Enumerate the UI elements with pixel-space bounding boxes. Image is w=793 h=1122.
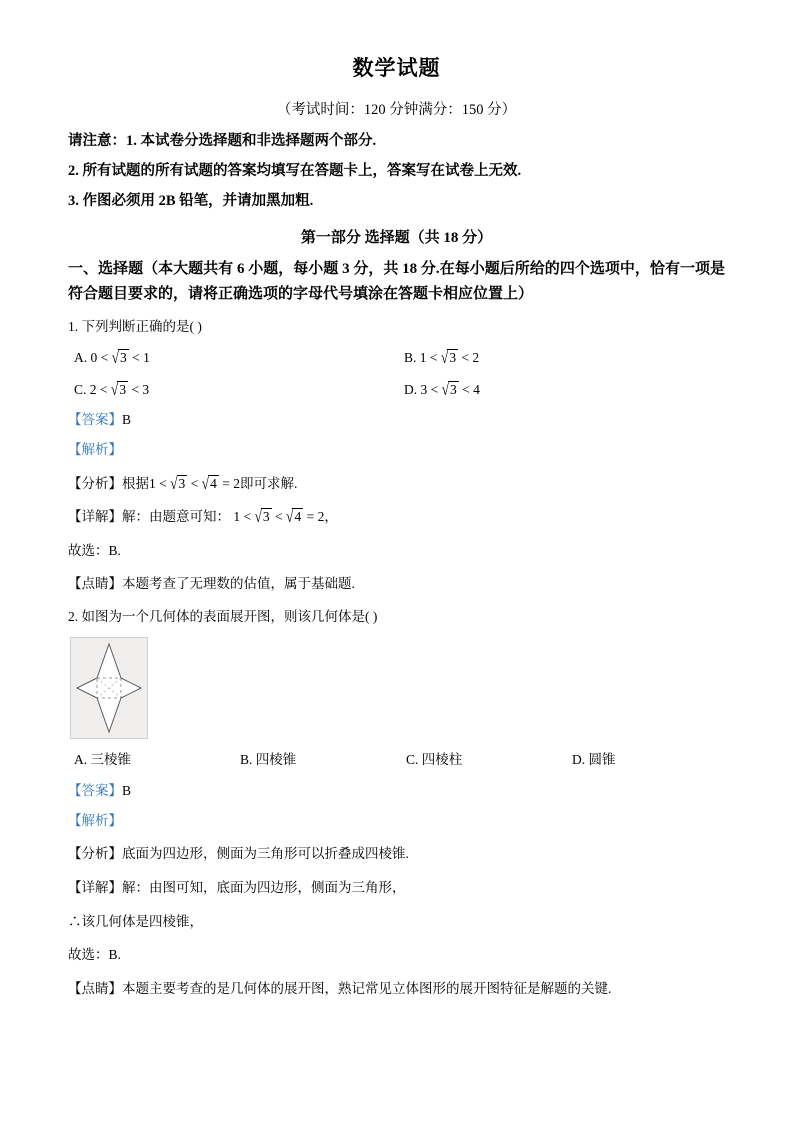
exam-subtitle: （考试时间：120 分钟满分：150 分） bbox=[276, 102, 517, 118]
analysis-tag: 【解析】 bbox=[68, 813, 122, 829]
answer-value: B bbox=[122, 412, 132, 428]
option-a[interactable] bbox=[68, 347, 404, 369]
question-2-answer bbox=[68, 781, 725, 801]
option-a-post: < 1 bbox=[132, 350, 150, 365]
option-d-text: 圆锥 bbox=[588, 752, 616, 768]
question-1-analysis: 【分析】根据1 < √3 < √4 = 2即可求解. bbox=[68, 473, 298, 493]
option-a-text: 三棱锥 bbox=[90, 752, 131, 768]
question-2-step: ∴该几何体是四棱锥， bbox=[68, 913, 203, 929]
sqrt-symbol: √3 bbox=[440, 348, 457, 367]
analysis-post: 即可求解. bbox=[239, 475, 298, 491]
question-2-summary bbox=[68, 978, 725, 1000]
detail-text: 解：由图可知，底面为四边形，侧面为三角形， bbox=[122, 880, 406, 895]
net-diagram-icon bbox=[71, 638, 147, 738]
option-c[interactable] bbox=[68, 379, 404, 401]
question-1-detail: 【详解】解：由题意可知： 1 < √3 < √4 = 2， bbox=[68, 507, 338, 527]
question-2-analysis-tag bbox=[68, 811, 725, 831]
analysis-pre: 根据 bbox=[122, 475, 149, 491]
option-d[interactable] bbox=[566, 749, 732, 771]
part-heading: 第一部分 选择题（共 18 分） bbox=[300, 230, 493, 247]
detail-label: 【详解】 bbox=[68, 880, 122, 895]
option-a-label: A. bbox=[74, 350, 88, 365]
option-c-post: < 3 bbox=[131, 381, 150, 397]
question-1-number: 1. bbox=[68, 318, 79, 334]
option-b-text: 四棱锥 bbox=[255, 752, 297, 768]
question-2-figure bbox=[70, 637, 148, 739]
question-2-detail bbox=[68, 877, 725, 899]
answer-value: B bbox=[122, 782, 132, 798]
option-d-pre: 3 < bbox=[420, 381, 439, 397]
option-b[interactable] bbox=[404, 347, 704, 369]
question-1-conclusion: 故选：B. bbox=[68, 542, 121, 558]
sqrt-symbol: √3 bbox=[110, 379, 127, 399]
sqrt-symbol: √3 bbox=[254, 507, 270, 527]
detail-pre: 解：由题意可知： bbox=[122, 509, 230, 525]
question-1-analysis-tag bbox=[68, 440, 725, 460]
question-2-options-row bbox=[68, 749, 725, 771]
analysis-label: 【分析】 bbox=[68, 475, 122, 491]
question-1-options-row-1 bbox=[68, 347, 725, 369]
question-2-number: 2. bbox=[68, 609, 79, 625]
answer-tag: 【答案】 bbox=[68, 412, 122, 428]
option-c-label: C. bbox=[74, 381, 87, 397]
note-line-1: 请注意：1. 本试卷分选择题和非选择题两个部分. bbox=[68, 133, 377, 149]
option-d-post: < 4 bbox=[462, 381, 480, 397]
analysis-tag: 【解析】 bbox=[68, 442, 122, 458]
option-b-label: B. bbox=[404, 350, 417, 365]
question-1-summary bbox=[68, 573, 725, 595]
sqrt-symbol: √4 bbox=[286, 507, 302, 527]
answer-tag: 【答案】 bbox=[68, 782, 122, 798]
option-a-pre: 0 < bbox=[90, 350, 109, 365]
analysis-label: 【分析】 bbox=[68, 846, 122, 862]
question-1-stem bbox=[68, 317, 725, 337]
detail-post: ， bbox=[324, 509, 338, 525]
sqrt-symbol: √4 bbox=[201, 473, 217, 493]
section-instruction: 一、选择题（本大题共有 6 小题，每小题 3 分，共 18 分.在每小题后所给的四个选项中，恰有一项是符合题目要求的，请将正确选项的字母代号填涂在答题卡相应位置上） bbox=[68, 261, 725, 302]
question-2-analysis bbox=[68, 843, 725, 865]
detail-label: 【详解】 bbox=[68, 509, 122, 525]
option-d-label: D. bbox=[404, 381, 418, 397]
sqrt-symbol: √3 bbox=[441, 379, 457, 399]
option-a[interactable] bbox=[68, 749, 234, 771]
option-a-label: A. bbox=[74, 752, 88, 768]
summary-text: 本题主要考查的是几何体的展开图，熟记常见立体图形的展开图特征是解题的关键. bbox=[122, 980, 612, 996]
option-b-post: < 2 bbox=[461, 350, 480, 365]
option-d[interactable] bbox=[404, 379, 704, 401]
question-2-stem bbox=[68, 607, 725, 627]
option-b-pre: 1 < bbox=[419, 350, 438, 365]
summary-label: 【点睛】 bbox=[68, 576, 122, 592]
option-b-label: B. bbox=[240, 752, 253, 768]
question-1-text: 下列判断正确的是( ) bbox=[81, 318, 202, 334]
option-c[interactable] bbox=[400, 749, 566, 771]
note-line-3: 3. 作图必须用 2B 铅笔，并请加黑加粗. bbox=[68, 192, 314, 209]
summary-label: 【点睛】 bbox=[68, 980, 122, 996]
option-c-text: 四棱柱 bbox=[421, 752, 463, 768]
option-c-pre: 2 < bbox=[89, 381, 108, 397]
sqrt-symbol: √3 bbox=[111, 348, 127, 367]
sqrt-symbol: √3 bbox=[170, 473, 186, 493]
summary-text: 本题考查了无理数的估值，属于基础题. bbox=[122, 576, 355, 592]
option-b[interactable] bbox=[234, 749, 400, 771]
question-2-conclusion: 故选：B. bbox=[68, 947, 121, 963]
question-2-text: 如图为一个几何体的表面展开图，则该几何体是( ) bbox=[81, 609, 378, 625]
page-title: 数学试题 bbox=[352, 56, 441, 80]
option-d-label: D. bbox=[572, 752, 586, 768]
analysis-text: 底面为四边形，侧面为三角形可以折叠成四棱锥. bbox=[122, 846, 409, 862]
question-1-answer bbox=[68, 410, 725, 430]
note-line-2: 2. 所有试题的所有试题的答案均填写在答题卡上，答案写在试卷上无效. bbox=[68, 162, 522, 179]
option-c-label: C. bbox=[406, 752, 419, 768]
question-1-options-row-2 bbox=[68, 379, 725, 401]
